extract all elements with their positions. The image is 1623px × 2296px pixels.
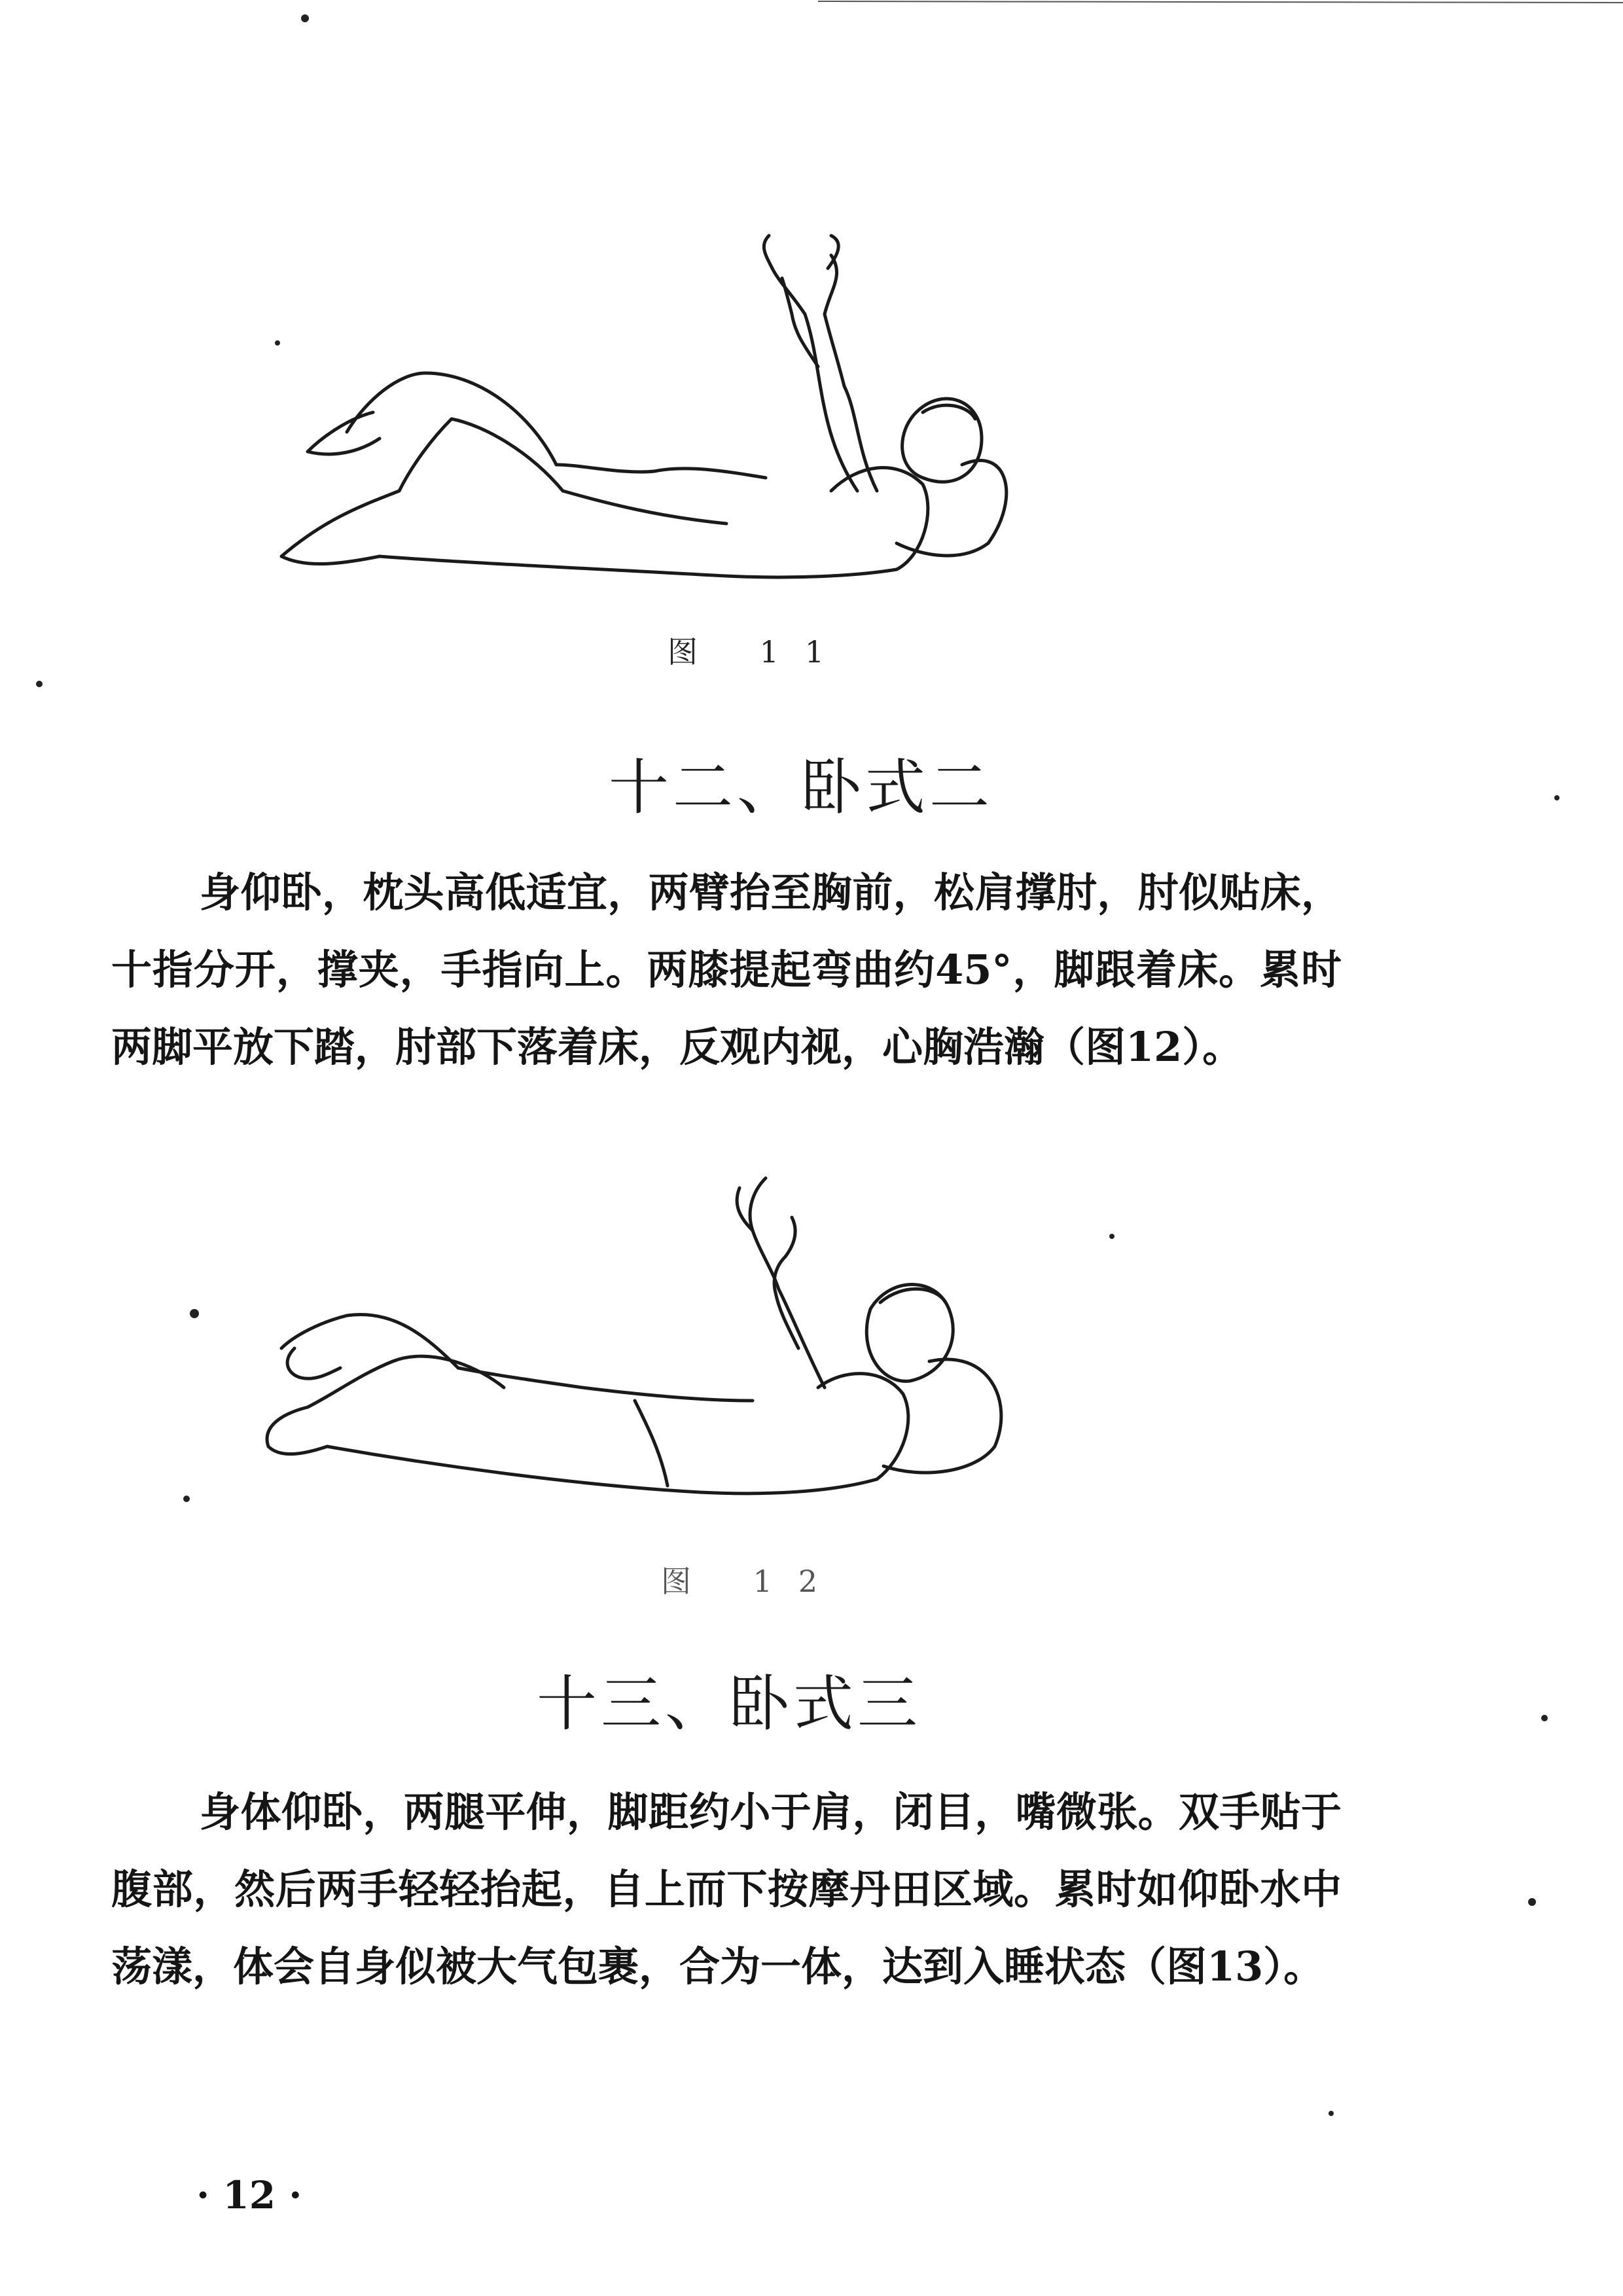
scan-speck (1554, 795, 1560, 800)
scan-speck (1329, 2111, 1334, 2116)
figure-11-illustration (268, 216, 1145, 609)
scan-speck (301, 14, 309, 22)
scan-speck (36, 681, 43, 687)
scan-edge-line (818, 0, 1623, 4)
scan-speck (190, 1309, 199, 1318)
figure-11-caption: 图 11 (668, 634, 851, 670)
section-heading-12: 十二、卧式二 (609, 753, 994, 823)
figure-12-caption: 图 12 (661, 1564, 844, 1599)
scan-speck (1528, 1898, 1536, 1906)
scan-speck (1541, 1715, 1548, 1721)
scan-speck (275, 340, 280, 346)
section-12-paragraph: 身仰卧，枕头高低适宜，两臂抬至胸前，松肩撑肘，肘似贴床，十指分开，撑夹，手指向上。两膝提起弯曲约45°，脚跟着床。累时两脚平放下踏，肘部下落着床，反观内视，心胸浩瀚（图12）。 (111, 869, 1342, 1071)
scan-speck (183, 1496, 190, 1502)
scan-speck (1109, 1234, 1115, 1239)
section-heading-13: 十三、卧式三 (537, 1669, 922, 1739)
section-13-paragraph: 身体仰卧，两腿平伸，脚距约小于肩，闭目，嘴微张。双手贴于腹部，然后两手轻轻抬起，自上而下按摩丹田区域。累时如仰卧水中荡漾，体会自身似被大气包裹，合为一体，达到入睡状态（图13）。 (111, 1788, 1342, 1990)
figure-12-illustration (242, 1152, 1106, 1518)
page-number: · 12 · (196, 2173, 302, 2217)
